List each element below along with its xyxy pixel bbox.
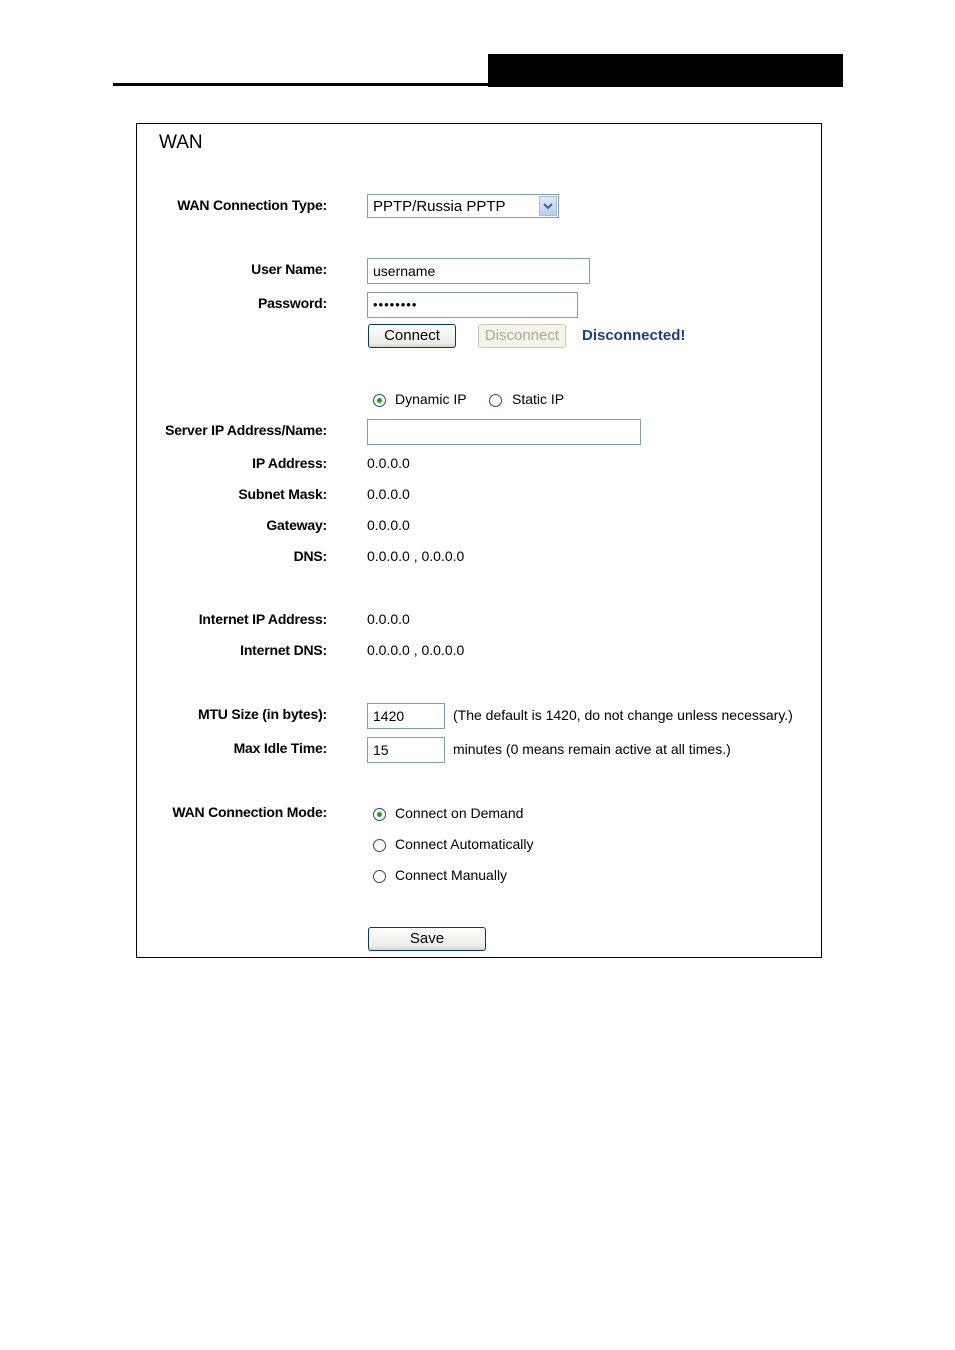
static-ip-label: Static IP (512, 391, 565, 407)
gateway-value: 0.0.0.0 (367, 517, 410, 533)
subnet-mask-label: Subnet Mask: (238, 486, 327, 502)
connect-automatically-label: Connect Automatically (395, 836, 534, 852)
internet-dns-label: Internet DNS: (240, 642, 327, 658)
dns-label: DNS: (293, 548, 327, 564)
dynamic-ip-radio[interactable] (373, 394, 386, 407)
connection-type-label: WAN Connection Type: (177, 197, 327, 213)
user-name-label: User Name: (251, 261, 327, 277)
ip-address-label: IP Address: (252, 455, 327, 471)
connection-status: Disconnected! (582, 327, 686, 344)
connection-mode-label: WAN Connection Mode: (172, 804, 327, 820)
header-rule (113, 83, 489, 86)
internet-dns-value: 0.0.0.0 , 0.0.0.0 (367, 642, 465, 658)
disconnect-button[interactable]: Disconnect (478, 324, 566, 348)
mtu-input[interactable]: 1420 (367, 703, 445, 729)
max-idle-input[interactable]: 15 (367, 737, 445, 763)
password-label: Password: (258, 295, 327, 311)
connect-automatically-radio[interactable] (373, 839, 386, 852)
subnet-mask-value: 0.0.0.0 (367, 486, 410, 502)
gateway-label: Gateway: (266, 517, 327, 533)
dns-value: 0.0.0.0 , 0.0.0.0 (367, 548, 465, 564)
page-title: WAN (159, 132, 203, 153)
connection-type-select[interactable] (367, 194, 559, 218)
connection-type-value: PPTP/Russia PPTP (373, 198, 506, 215)
max-idle-label: Max Idle Time: (233, 740, 327, 756)
chevron-down-icon[interactable] (539, 196, 557, 216)
ip-address-value: 0.0.0.0 (367, 455, 410, 471)
mtu-hint: (The default is 1420, do not change unless necessary.) (453, 707, 793, 723)
internet-ip-value: 0.0.0.0 (367, 611, 410, 627)
static-ip-radio[interactable] (489, 394, 502, 407)
dynamic-ip-label: Dynamic IP (395, 391, 467, 407)
connect-manually-radio[interactable] (373, 870, 386, 883)
save-button[interactable]: Save (368, 927, 486, 951)
max-idle-hint: minutes (0 means remain active at all times.) (453, 741, 731, 757)
server-label: Server IP Address/Name: (165, 422, 327, 438)
wan-settings-panel (136, 123, 822, 958)
internet-ip-label: Internet IP Address: (198, 611, 327, 627)
password-input[interactable]: •••••••• (367, 292, 578, 318)
connect-button[interactable]: Connect (368, 324, 456, 348)
connect-on-demand-radio[interactable] (373, 808, 386, 821)
header-bar (488, 54, 843, 87)
connect-manually-label: Connect Manually (395, 867, 508, 883)
server-address-input[interactable] (367, 419, 641, 445)
mtu-label: MTU Size (in bytes): (197, 706, 327, 722)
connect-on-demand-label: Connect on Demand (395, 805, 524, 821)
user-name-input[interactable]: username (367, 258, 590, 284)
